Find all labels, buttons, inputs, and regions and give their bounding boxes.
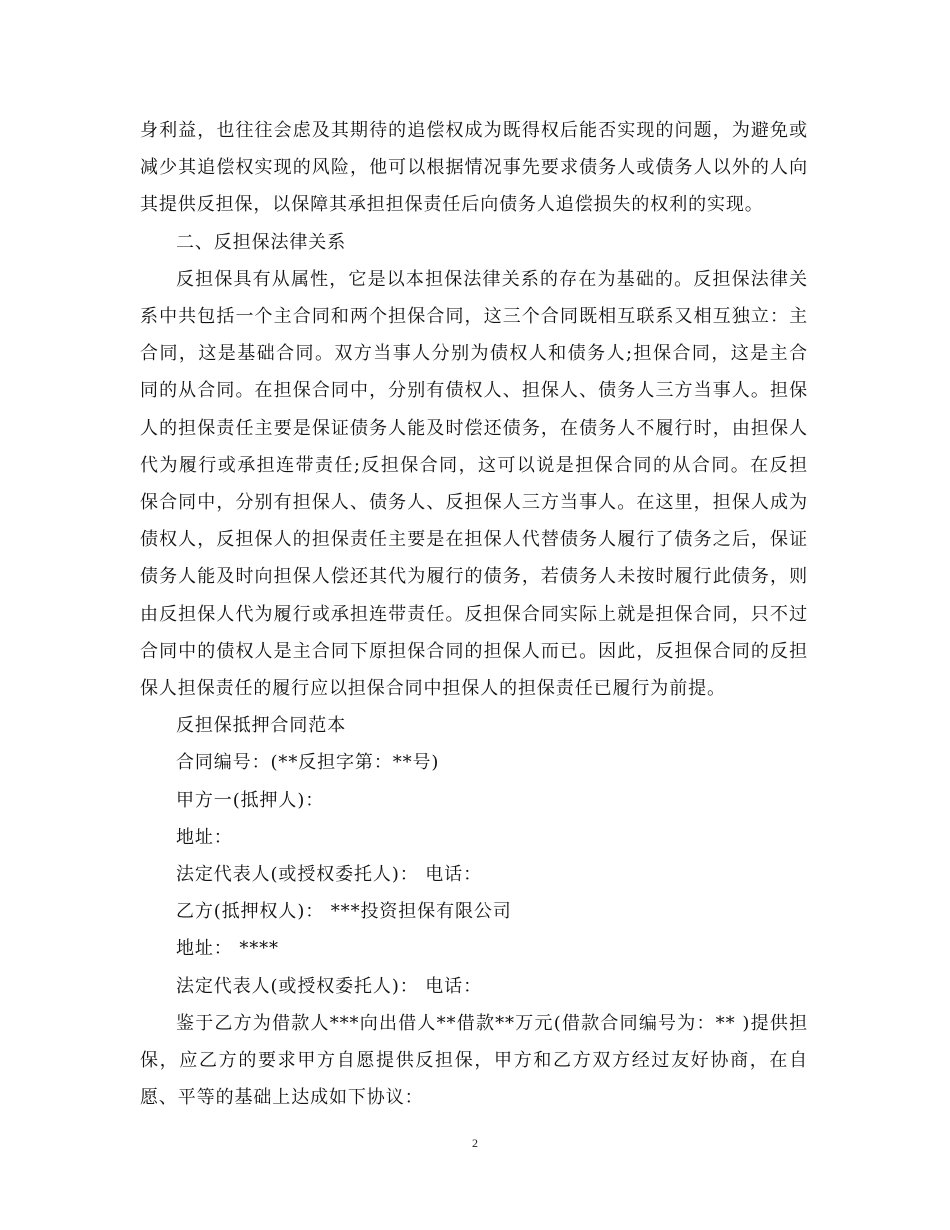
party-b-label: 乙方(抵押权人)： ***投资担保有限公司 [176,901,512,923]
party-b-address: 地址： **** [176,938,279,960]
page-number: 2 [472,1136,478,1150]
party-a-representative: 法定代表人(或授权委托人)： 电话： [176,864,482,886]
paragraph-whereas-clause: 鉴于乙方为借款人***向出借人**借款**万元(借款合同编号为：** )提供担保，应乙方的要求甲方自愿提供反担保，甲方和乙方双方经过友好协商，在自愿、平等的基础上达成如下协议： [140,1012,808,1109]
paragraph-counter-guarantee-explanation: 反担保具有从属性，它是以本担保法律关系的存在为基础的。反担保法律关系中共包括一个主合同和两个担保合同，这三个合同既相互联系又相互独立：主合同，这是基础合同。双方当事人分别为债权人和债务人;担保合同，这是主合同的从合同。在担保合同中，分别有债权人、担保人、债务人三方当事人。担保人的担保责任主要是保证债务人能及时偿还债务，在债务人不履行时，由担保人代为履行或承担连带责任;反担保合同，这可以说是担保合同的从合同。在反担保合同中，分别有担保人、债务人、反担保人三方当事人。在这里，担保人成为债权人，反担保人的担保责任主要是在担保人代替债务人履行了债务之后，保证债务人能及时向担保人偿还其代为履行的债务，若债务人未按时履行此债务，则由反担保人代为履行或承担连带责任。反担保合同实际上就是担保合同，只不过合同中的债权人是主合同下原担保合同的担保人而已。因此，反担保合同的反担保人担保责任的履行应以担保合同中担保人的担保责任已履行为前提。 [140,268,808,700]
paragraph-intro-continuation: 身利益，也往往会虑及其期待的追偿权成为既得权后能否实现的问题，为避免或减少其追偿权实现的风险，他可以根据情况事先要求债务人或债务人以外的人向其提供反担保，以保障其承担担保责任后向债务人追偿损失的权利的实现。 [140,120,808,216]
contract-number: 合同编号：(**反担字第：**号) [176,752,440,774]
party-b-representative: 法定代表人(或授权委托人)： 电话： [176,975,482,997]
party-a-label: 甲方一(抵押人)： [176,789,325,811]
contract-template-title: 反担保抵押合同范本 [176,715,347,737]
section-heading-counter-guarantee-relation: 二、反担保法律关系 [176,231,347,253]
document-body [140,112,808,1116]
party-a-address: 地址： [176,826,233,848]
